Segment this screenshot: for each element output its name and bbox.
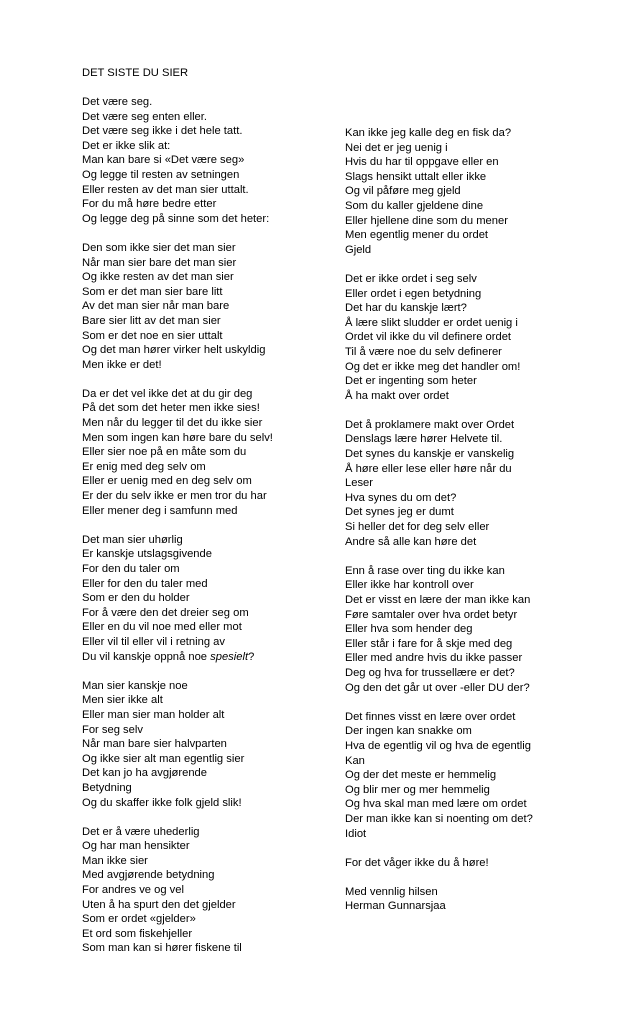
poem-line <box>82 766 332 781</box>
line-text: Kan ikke jeg kalle deg en fisk da? <box>345 127 512 139</box>
line-text: Hva synes du om det? <box>345 491 457 504</box>
line-text: På det som det heter men ikke sies! <box>82 402 260 415</box>
poem-line <box>82 752 332 767</box>
line-text: Det har du kanskje lært? <box>345 302 467 315</box>
left-column <box>82 95 332 971</box>
line-text: Og det man hører virker helt uskyldig <box>82 344 266 357</box>
line-text: For den du taler om <box>82 563 180 575</box>
line-text: Eller sier noe på en måte som du <box>82 446 247 459</box>
line-text: Det være seg enten eller. <box>82 110 207 123</box>
stanza <box>345 272 605 403</box>
poem-line <box>82 912 332 927</box>
line-text: Det er ikke slik at: <box>82 139 171 152</box>
line-text: Det finnes visst en lære over ordet <box>345 710 516 723</box>
line-text: Men som ingen kan høre bare du selv! <box>82 431 273 444</box>
poem-line <box>345 899 605 914</box>
poem-line <box>82 197 332 212</box>
poem-line <box>82 679 332 694</box>
line-text: Men egentlig mener du ordet <box>345 229 489 242</box>
poem-line <box>82 212 332 227</box>
line-text: Kan <box>345 754 365 767</box>
poem-line <box>82 416 332 431</box>
poem-line <box>345 360 605 375</box>
poem-line <box>345 666 605 681</box>
poem-line <box>82 708 332 723</box>
poem-line <box>345 856 605 871</box>
poem-line <box>345 608 605 623</box>
poem-line <box>82 139 332 154</box>
poem-line <box>82 533 332 548</box>
line-text: Og ikke resten av det man sier <box>82 271 234 284</box>
line-text: Andre så alle kan høre det <box>345 535 477 548</box>
poem-line <box>82 839 332 854</box>
poem-line <box>82 854 332 869</box>
poem-line <box>82 387 332 402</box>
poem-line <box>82 737 332 752</box>
line-text: Det være seg. <box>82 96 153 108</box>
line-text: Bare sier litt av det man sier <box>82 314 221 327</box>
line-text: Med avgjørende betydning <box>82 869 215 882</box>
stanza <box>345 418 605 549</box>
poem-line <box>345 637 605 652</box>
poem-line <box>345 155 605 170</box>
line-text: Deg og hva for trussellære er det? <box>345 666 515 679</box>
line-text: Og blir mer og mer hemmelig <box>345 783 490 796</box>
poem-line <box>345 535 605 550</box>
poem-line <box>82 241 332 256</box>
line-text: Og ikke sier alt man egentlig sier <box>82 752 245 765</box>
poem-line <box>82 343 332 358</box>
line-text: Eller mener deg i samfunn med <box>82 504 238 517</box>
line-text: Det er ingenting som heter <box>345 375 477 388</box>
stanza <box>345 856 605 871</box>
poem-line <box>345 126 605 141</box>
poem-line <box>82 868 332 883</box>
poem-line <box>82 401 332 416</box>
line-text: Enn å rase over ting du ikke kan <box>345 564 505 577</box>
poem-line <box>82 927 332 942</box>
poem-line <box>345 724 605 739</box>
line-text: Det være seg ikke i det hele tatt. <box>82 125 243 138</box>
poem-line <box>82 314 332 329</box>
poem-line <box>82 635 332 650</box>
line-text: Der man ikke kan si noenting om det? <box>345 812 533 825</box>
line-text: Slags hensikt uttalt eller ikke <box>345 170 487 183</box>
line-text: Som du kaller gjeldene dine <box>345 199 484 212</box>
poem-line <box>345 184 605 199</box>
line-text: Og det er ikke meg det handler om! <box>345 360 521 373</box>
poem-line <box>82 883 332 898</box>
line-text: For andres ve og vel <box>82 884 184 897</box>
line-text: Si heller det for deg selv eller <box>345 521 490 534</box>
punctuation: ? <box>248 650 255 663</box>
poem-line <box>345 564 605 579</box>
right-column <box>345 126 605 929</box>
poem-line <box>345 797 605 812</box>
poem-line <box>82 299 332 314</box>
line-text: Den som ikke sier det man sier <box>82 241 236 254</box>
line-text: Nei det er jeg uenig i <box>345 141 448 154</box>
poem-line <box>345 462 605 477</box>
stanza <box>82 533 332 664</box>
line-text: Eller hjellene dine som du mener <box>345 214 508 227</box>
line-text: Når man sier bare det man sier <box>82 256 237 269</box>
line-text: Og du skaffer ikke folk gjeld slik! <box>82 796 242 809</box>
poem-line <box>82 358 332 373</box>
poem-line <box>82 329 332 344</box>
line-text: Det er visst en lære der man ikke kan <box>345 594 531 606</box>
poem-line <box>82 153 332 168</box>
poem-line <box>82 445 332 460</box>
line-text: Da er det vel ikke det at du gir deg <box>82 387 253 400</box>
line-text: For du må høre bedre etter <box>82 198 217 211</box>
poem-line <box>82 796 332 811</box>
poem-line <box>82 941 332 956</box>
poem-line <box>345 783 605 798</box>
poem-line <box>345 768 605 783</box>
line-text: Eller resten av det man sier uttalt. <box>82 183 249 196</box>
line-text: Og legge deg på sinne som det heter: <box>82 212 270 225</box>
poem-line <box>345 476 605 491</box>
poem-line <box>345 754 605 769</box>
line-text: For seg selv <box>82 723 143 736</box>
line-text: Er enig med deg selv om <box>82 460 206 473</box>
line-text: Er kanskje utslagsgivende <box>82 548 212 561</box>
stanza <box>345 564 605 695</box>
poem-line <box>345 389 605 404</box>
poem-line <box>82 110 332 125</box>
poem-line <box>345 199 605 214</box>
poem-line <box>345 330 605 345</box>
line-text: Uten å ha spurt den det gjelder <box>82 898 236 911</box>
poem-line <box>82 124 332 139</box>
line-text: Er der du selv ikke er men tror du har <box>82 490 267 503</box>
line-text: Betydning <box>82 781 132 794</box>
line-text: Det synes jeg er dumt <box>345 506 454 519</box>
poem-line <box>345 812 605 827</box>
line-text: Eller står i fare for å skje med deg <box>345 637 513 650</box>
poem-line <box>345 739 605 754</box>
poem-line <box>82 474 332 489</box>
emphasized-word: spesielt <box>210 650 249 663</box>
poem-line <box>82 460 332 475</box>
poem-line <box>345 418 605 433</box>
poem-line <box>82 898 332 913</box>
poem-line <box>82 781 332 796</box>
line-text: Eller vil til eller vil i retning av <box>82 635 225 648</box>
line-text: Det man sier uhørlig <box>82 533 183 546</box>
poem-line <box>345 345 605 360</box>
poem-line <box>345 287 605 302</box>
line-text: Som er den du holder <box>82 592 190 605</box>
line-text: Men sier ikke alt <box>82 694 163 707</box>
poem-line <box>345 885 605 900</box>
poem-line <box>345 681 605 696</box>
poem-line <box>345 243 605 258</box>
line-text: Herman Gunnarsjaa <box>345 900 446 913</box>
stanza <box>82 241 332 372</box>
poem-line <box>345 432 605 447</box>
poem-line <box>345 141 605 156</box>
line-text: Leser <box>345 477 373 490</box>
poem-line <box>82 431 332 446</box>
stanza <box>82 679 332 810</box>
poem-line <box>82 825 332 840</box>
poem-line <box>345 316 605 331</box>
poem-title: DET SISTE DU SIER <box>82 67 189 79</box>
line-text: Det er ikke ordet i seg selv <box>345 272 477 285</box>
poem-line <box>82 577 332 592</box>
stanza <box>82 95 332 226</box>
line-text: Og den det går ut over -eller DU der? <box>345 681 530 694</box>
poem-line <box>345 520 605 535</box>
line-text: Når man bare sier halvparten <box>82 738 227 751</box>
line-text: Eller ikke har kontroll over <box>345 579 474 592</box>
line-text: Men når du legger til det du ikke sier <box>82 417 263 430</box>
poem-line <box>345 228 605 243</box>
line-text: Hvis du har til oppgave eller en <box>345 156 499 169</box>
line-text: Det synes du kanskje er vanskelig <box>345 448 515 461</box>
poem-line <box>345 491 605 506</box>
line-text: Som man kan si hører fiskene til <box>82 942 242 955</box>
poem-line <box>345 578 605 593</box>
line-text: Og har man hensikter <box>82 840 190 853</box>
line-text: Å høre eller lese eller høre når du <box>345 462 512 475</box>
line-text: Som er ordet «gjelder» <box>82 913 196 926</box>
poem-line <box>345 272 605 287</box>
line-text: Man sier kanskje noe <box>82 679 188 692</box>
line-text: Å lære slikt sludder er ordet uenig i <box>345 316 518 329</box>
poem-line <box>345 710 605 725</box>
line-text: Denslags lære hører Helvete til. <box>345 433 503 446</box>
poem-line <box>82 606 332 621</box>
poem-line <box>345 301 605 316</box>
poem-line <box>82 723 332 738</box>
line-text: Til å være noe du selv definerer <box>345 345 502 358</box>
poem-line <box>82 591 332 606</box>
line-text: Det å proklamere makt over Ordet <box>345 418 515 431</box>
stanza <box>345 710 605 841</box>
poem-line <box>82 285 332 300</box>
poem-line <box>82 620 332 635</box>
line-text: Som er det noe en sier uttalt <box>82 329 223 342</box>
poem-line <box>82 650 332 665</box>
poem-line <box>82 183 332 198</box>
line-text: Eller er uenig med en deg selv om <box>82 475 252 488</box>
line-text: Og legge til resten av setningen <box>82 168 240 181</box>
line-text: Eller hva som hender deg <box>345 623 473 636</box>
line-text: For å være den det dreier seg om <box>82 606 249 619</box>
poem-line <box>345 593 605 608</box>
line-text: Eller en du vil noe med eller mot <box>82 621 242 634</box>
poem-line <box>345 827 605 842</box>
poem-line <box>345 170 605 185</box>
poem-line <box>345 622 605 637</box>
poem-line <box>82 270 332 285</box>
line-text: For det våger ikke du å høre! <box>345 856 489 869</box>
line-text: Men ikke er det! <box>82 358 162 371</box>
poem-line <box>82 504 332 519</box>
line-text: Føre samtaler over hva ordet betyr <box>345 608 518 621</box>
poem-line <box>82 256 332 271</box>
line-text: Eller man sier man holder alt <box>82 708 225 721</box>
stanza <box>345 126 605 257</box>
poem-line <box>82 95 332 110</box>
line-text: Man kan bare si «Det være seg» <box>82 154 245 167</box>
line-text: Med vennlig hilsen <box>345 885 438 898</box>
stanza <box>82 825 332 956</box>
line-text: Eller med andre hvis du ikke passer <box>345 652 523 665</box>
poem-line <box>82 489 332 504</box>
poem-line <box>345 374 605 389</box>
line-text: Som er det man sier bare litt <box>82 285 223 298</box>
poem-line <box>345 651 605 666</box>
poem-line <box>345 447 605 462</box>
line-text: Der ingen kan snakke om <box>345 725 472 738</box>
line-text: Gjeld <box>345 243 372 256</box>
poem-line <box>345 214 605 229</box>
line-text: Man ikke sier <box>82 854 148 867</box>
line-text: Og der det meste er hemmelig <box>345 769 497 782</box>
line-text: Av det man sier når man bare <box>82 300 230 313</box>
poem-line <box>82 562 332 577</box>
line-text: Eller ordet i egen betydning <box>345 287 482 300</box>
stanza <box>345 885 605 914</box>
line-text: Idiot <box>345 827 367 840</box>
line-text: Eller for den du taler med <box>82 577 208 590</box>
line-text: Og hva skal man med lære om ordet <box>345 798 527 811</box>
line-text: Det er å være uhederlig <box>82 825 200 838</box>
poem-line <box>82 693 332 708</box>
line-text: Et ord som fiskehjeller <box>82 927 193 940</box>
line-text: Det kan jo ha avgjørende <box>82 767 208 780</box>
line-text: Og vil påføre meg gjeld <box>345 185 461 198</box>
line-text: Ordet vil ikke du vil definere ordet <box>345 331 512 344</box>
stanza <box>82 387 332 518</box>
line-text: Å ha makt over ordet <box>345 389 449 402</box>
poem-line <box>82 547 332 562</box>
poem-line <box>345 505 605 520</box>
poem-line <box>82 168 332 183</box>
line-text: Hva de egentlig vil og hva de egentlig <box>345 739 531 752</box>
line-text: Du vil kanskje oppnå noe <box>82 650 208 663</box>
